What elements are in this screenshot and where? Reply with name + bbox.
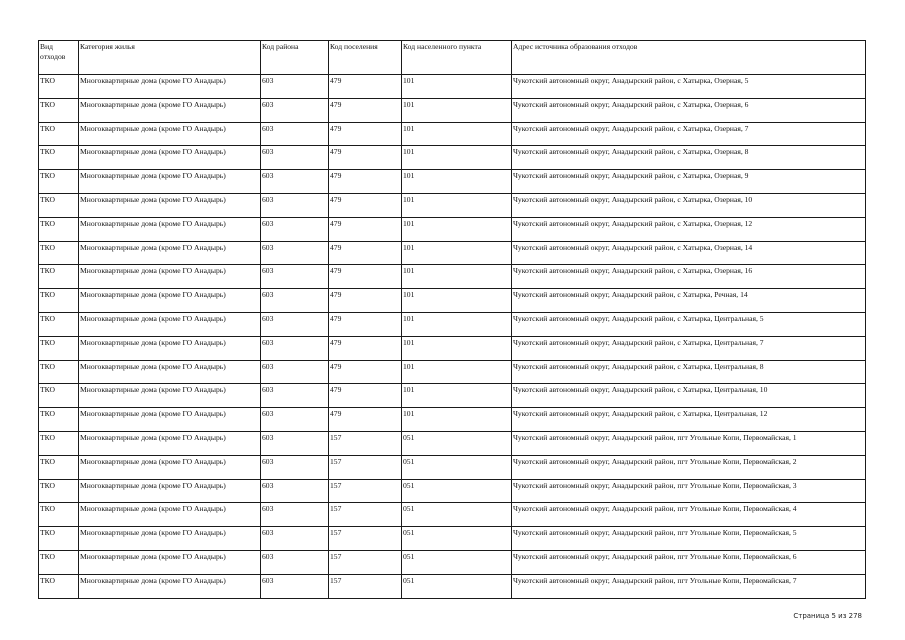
cell-locality-code: 101 [402, 408, 512, 432]
cell-settlement-code: 479 [329, 312, 402, 336]
cell-settlement-code: 157 [329, 455, 402, 479]
cell-address: Чукотский автономный округ, Анадырский район, с Хатырка, Центральная, 8 [512, 360, 866, 384]
cell-category: Многоквартирные дома (кроме ГО Анадырь) [79, 98, 261, 122]
cell-settlement-code: 479 [329, 265, 402, 289]
cell-district-code: 603 [261, 455, 329, 479]
cell-locality-code: 101 [402, 265, 512, 289]
table-row [39, 360, 866, 384]
cell-waste-type: ТКО [39, 336, 79, 360]
cell-waste-type: ТКО [39, 384, 79, 408]
cell-category: Многоквартирные дома (кроме ГО Анадырь) [79, 75, 261, 99]
cell-category: Многоквартирные дома (кроме ГО Анадырь) [79, 170, 261, 194]
cell-waste-type: ТКО [39, 75, 79, 99]
cell-district-code: 603 [261, 312, 329, 336]
cell-waste-type: ТКО [39, 265, 79, 289]
cell-category: Многоквартирные дома (кроме ГО Анадырь) [79, 431, 261, 455]
cell-settlement-code: 479 [329, 384, 402, 408]
header-category: Категория жилья [79, 41, 261, 75]
table-header [39, 41, 866, 75]
cell-waste-type: ТКО [39, 312, 79, 336]
cell-district-code: 603 [261, 479, 329, 503]
cell-locality-code: 101 [402, 193, 512, 217]
cell-district-code: 603 [261, 289, 329, 313]
table-row [39, 336, 866, 360]
cell-address: Чукотский автономный округ, Анадырский район, с Хатырка, Озерная, 12 [512, 217, 866, 241]
cell-category: Многоквартирные дома (кроме ГО Анадырь) [79, 193, 261, 217]
cell-category: Многоквартирные дома (кроме ГО Анадырь) [79, 146, 261, 170]
cell-locality-code: 101 [402, 289, 512, 313]
cell-waste-type: ТКО [39, 527, 79, 551]
cell-settlement-code: 479 [329, 193, 402, 217]
cell-locality-code: 051 [402, 527, 512, 551]
cell-settlement-code: 479 [329, 408, 402, 432]
cell-address: Чукотский автономный округ, Анадырский район, с Хатырка, Центральная, 7 [512, 336, 866, 360]
cell-locality-code: 051 [402, 455, 512, 479]
cell-waste-type: ТКО [39, 431, 79, 455]
cell-settlement-code: 157 [329, 431, 402, 455]
cell-settlement-code: 157 [329, 479, 402, 503]
cell-locality-code: 051 [402, 503, 512, 527]
cell-address: Чукотский автономный округ, Анадырский район, пгт Угольные Копи, Первомайская, 3 [512, 479, 866, 503]
cell-waste-type: ТКО [39, 193, 79, 217]
cell-locality-code: 101 [402, 75, 512, 99]
cell-waste-type: ТКО [39, 146, 79, 170]
cell-district-code: 603 [261, 241, 329, 265]
cell-settlement-code: 479 [329, 170, 402, 194]
cell-category: Многоквартирные дома (кроме ГО Анадырь) [79, 550, 261, 574]
cell-category: Многоквартирные дома (кроме ГО Анадырь) [79, 265, 261, 289]
header-district-code: Код района [261, 41, 329, 75]
cell-waste-type: ТКО [39, 122, 79, 146]
header-waste-type: Вид отходов [39, 41, 79, 75]
cell-category: Многоквартирные дома (кроме ГО Анадырь) [79, 527, 261, 551]
cell-address: Чукотский автономный округ, Анадырский район, с Хатырка, Озерная, 16 [512, 265, 866, 289]
cell-address: Чукотский автономный округ, Анадырский район, с Хатырка, Озерная, 8 [512, 146, 866, 170]
cell-address: Чукотский автономный округ, Анадырский район, пгт Угольные Копи, Первомайская, 2 [512, 455, 866, 479]
cell-locality-code: 101 [402, 336, 512, 360]
cell-waste-type: ТКО [39, 217, 79, 241]
cell-waste-type: ТКО [39, 98, 79, 122]
cell-district-code: 603 [261, 527, 329, 551]
cell-district-code: 603 [261, 265, 329, 289]
cell-waste-type: ТКО [39, 550, 79, 574]
cell-category: Многоквартирные дома (кроме ГО Анадырь) [79, 122, 261, 146]
cell-locality-code: 101 [402, 241, 512, 265]
cell-address: Чукотский автономный округ, Анадырский район, с Хатырка, Озерная, 6 [512, 98, 866, 122]
cell-district-code: 603 [261, 98, 329, 122]
cell-settlement-code: 479 [329, 336, 402, 360]
header-settlement-code: Код поселения [329, 41, 402, 75]
cell-category: Многоквартирные дома (кроме ГО Анадырь) [79, 336, 261, 360]
cell-locality-code: 101 [402, 170, 512, 194]
cell-waste-type: ТКО [39, 289, 79, 313]
cell-settlement-code: 479 [329, 75, 402, 99]
cell-category: Многоквартирные дома (кроме ГО Анадырь) [79, 217, 261, 241]
table-row [39, 98, 866, 122]
cell-settlement-code: 479 [329, 360, 402, 384]
cell-category: Многоквартирные дома (кроме ГО Анадырь) [79, 408, 261, 432]
cell-district-code: 603 [261, 431, 329, 455]
cell-category: Многоквартирные дома (кроме ГО Анадырь) [79, 241, 261, 265]
cell-district-code: 603 [261, 550, 329, 574]
cell-category: Многоквартирные дома (кроме ГО Анадырь) [79, 312, 261, 336]
document-page [38, 40, 865, 599]
cell-address: Чукотский автономный округ, Анадырский район, с Хатырка, Озерная, 7 [512, 122, 866, 146]
cell-category: Многоквартирные дома (кроме ГО Анадырь) [79, 455, 261, 479]
table-row [39, 75, 866, 99]
cell-waste-type: ТКО [39, 241, 79, 265]
cell-settlement-code: 479 [329, 241, 402, 265]
cell-district-code: 603 [261, 574, 329, 598]
cell-address: Чукотский автономный округ, Анадырский район, пгт Угольные Копи, Первомайская, 5 [512, 527, 866, 551]
table-body [39, 75, 866, 599]
table-row [39, 217, 866, 241]
cell-district-code: 603 [261, 217, 329, 241]
cell-category: Многоквартирные дома (кроме ГО Анадырь) [79, 360, 261, 384]
table-row [39, 574, 866, 598]
table-row [39, 265, 866, 289]
table-row [39, 479, 866, 503]
cell-locality-code: 101 [402, 122, 512, 146]
cell-category: Многоквартирные дома (кроме ГО Анадырь) [79, 479, 261, 503]
cell-district-code: 603 [261, 193, 329, 217]
cell-district-code: 603 [261, 146, 329, 170]
cell-address: Чукотский автономный округ, Анадырский район, с Хатырка, Озерная, 10 [512, 193, 866, 217]
header-address: Адрес источника образования отходов [512, 41, 866, 75]
table-row [39, 503, 866, 527]
cell-waste-type: ТКО [39, 408, 79, 432]
cell-waste-type: ТКО [39, 170, 79, 194]
cell-locality-code: 051 [402, 574, 512, 598]
header-locality-code: Код населенного пункта [402, 41, 512, 75]
table-row [39, 455, 866, 479]
cell-category: Многоквартирные дома (кроме ГО Анадырь) [79, 289, 261, 313]
cell-waste-type: ТКО [39, 574, 79, 598]
cell-address: Чукотский автономный округ, Анадырский район, пгт Угольные Копи, Первомайская, 1 [512, 431, 866, 455]
cell-waste-type: ТКО [39, 479, 79, 503]
cell-district-code: 603 [261, 75, 329, 99]
cell-category: Многоквартирные дома (кроме ГО Анадырь) [79, 503, 261, 527]
cell-district-code: 603 [261, 384, 329, 408]
table-row [39, 122, 866, 146]
table-row [39, 241, 866, 265]
cell-district-code: 603 [261, 122, 329, 146]
cell-category: Многоквартирные дома (кроме ГО Анадырь) [79, 574, 261, 598]
cell-address: Чукотский автономный округ, Анадырский район, с Хатырка, Озерная, 14 [512, 241, 866, 265]
table-row [39, 312, 866, 336]
cell-address: Чукотский автономный округ, Анадырский район, с Хатырка, Центральная, 10 [512, 384, 866, 408]
cell-address: Чукотский автономный округ, Анадырский район, с Хатырка, Центральная, 5 [512, 312, 866, 336]
cell-district-code: 603 [261, 336, 329, 360]
cell-settlement-code: 479 [329, 217, 402, 241]
cell-settlement-code: 157 [329, 574, 402, 598]
table-row [39, 146, 866, 170]
cell-locality-code: 101 [402, 360, 512, 384]
header-row [39, 41, 866, 75]
cell-address: Чукотский автономный округ, Анадырский район, пгт Угольные Копи, Первомайская, 6 [512, 550, 866, 574]
cell-settlement-code: 479 [329, 122, 402, 146]
cell-settlement-code: 157 [329, 550, 402, 574]
page-number: Страница 5 из 278 [793, 612, 862, 620]
cell-locality-code: 101 [402, 312, 512, 336]
cell-category: Многоквартирные дома (кроме ГО Анадырь) [79, 384, 261, 408]
cell-district-code: 603 [261, 408, 329, 432]
table-row [39, 550, 866, 574]
cell-address: Чукотский автономный округ, Анадырский район, с Хатырка, Озерная, 9 [512, 170, 866, 194]
cell-waste-type: ТКО [39, 455, 79, 479]
cell-address: Чукотский автономный округ, Анадырский район, с Хатырка, Озерная, 5 [512, 75, 866, 99]
waste-sources-table [38, 40, 866, 599]
cell-district-code: 603 [261, 170, 329, 194]
cell-locality-code: 051 [402, 479, 512, 503]
cell-settlement-code: 157 [329, 503, 402, 527]
table-row [39, 384, 866, 408]
cell-locality-code: 051 [402, 550, 512, 574]
cell-address: Чукотский автономный округ, Анадырский район, с Хатырка, Центральная, 12 [512, 408, 866, 432]
cell-district-code: 603 [261, 360, 329, 384]
cell-address: Чукотский автономный округ, Анадырский район, с Хатырка, Речная, 14 [512, 289, 866, 313]
cell-settlement-code: 479 [329, 98, 402, 122]
cell-address: Чукотский автономный округ, Анадырский район, пгт Угольные Копи, Первомайская, 4 [512, 503, 866, 527]
cell-settlement-code: 479 [329, 146, 402, 170]
table-row [39, 431, 866, 455]
cell-waste-type: ТКО [39, 360, 79, 384]
cell-locality-code: 101 [402, 384, 512, 408]
cell-settlement-code: 479 [329, 289, 402, 313]
table-row [39, 170, 866, 194]
table-row [39, 289, 866, 313]
table-row [39, 527, 866, 551]
cell-address: Чукотский автономный округ, Анадырский район, пгт Угольные Копи, Первомайская, 7 [512, 574, 866, 598]
cell-settlement-code: 157 [329, 527, 402, 551]
cell-district-code: 603 [261, 503, 329, 527]
table-row [39, 408, 866, 432]
table-row [39, 193, 866, 217]
cell-locality-code: 051 [402, 431, 512, 455]
cell-waste-type: ТКО [39, 503, 79, 527]
cell-locality-code: 101 [402, 217, 512, 241]
cell-locality-code: 101 [402, 146, 512, 170]
cell-locality-code: 101 [402, 98, 512, 122]
